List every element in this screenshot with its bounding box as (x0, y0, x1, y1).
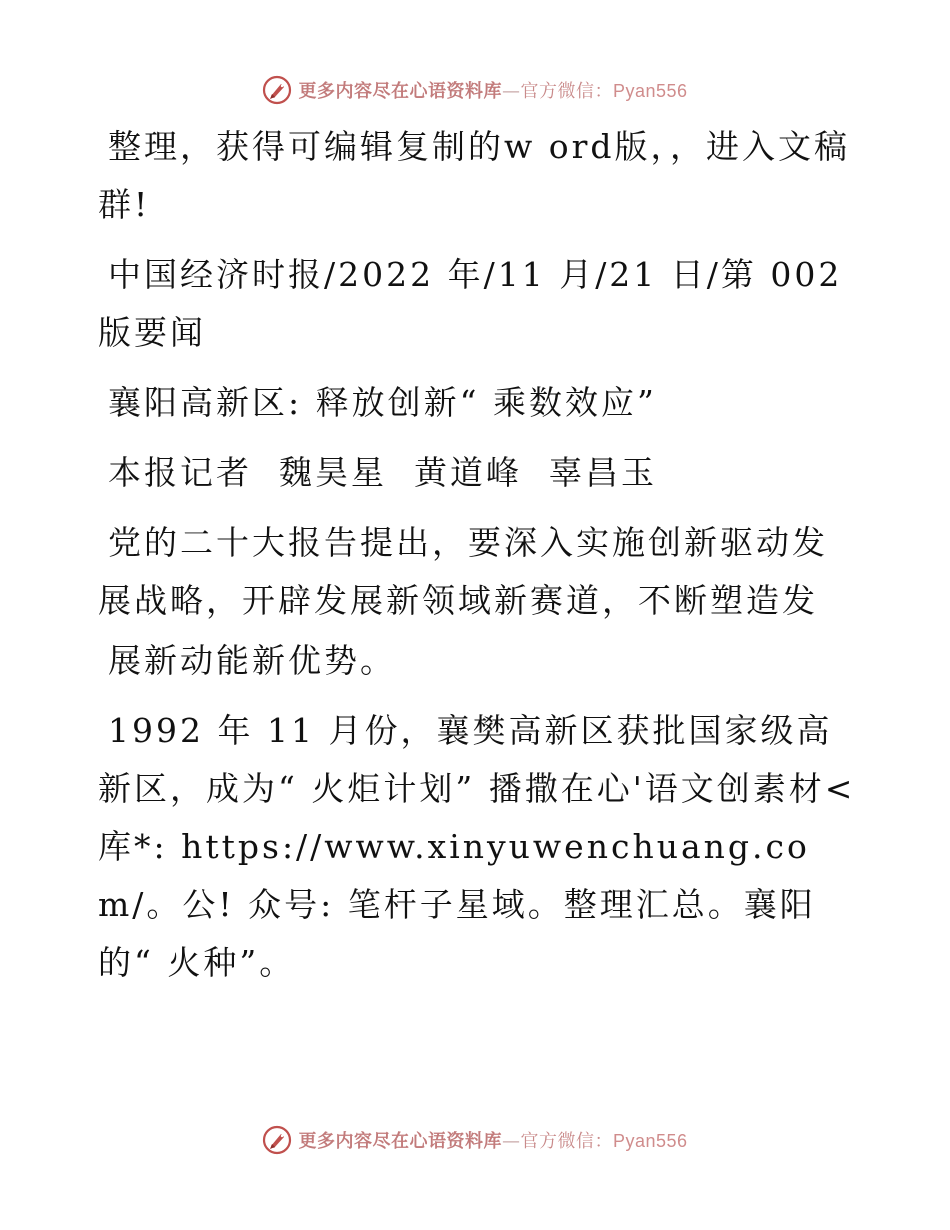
watermark-wechat-label: 官方微信： (520, 81, 613, 102)
paragraph-body-2: 1992 年 11 月份，襄樊高新区获批国家级高新区，成为“ 火炬计划” 播撒在心'语文创素材<库*: https://www.xinyuwenchuang.com/。公! 众号: 笔杆子星域。整理汇总。襄阳的“ 火种”。 (98, 711, 856, 982)
footer-watermark (0, 1122, 950, 1158)
watermark-text (298, 1127, 687, 1153)
watermark-dash: — (501, 1131, 521, 1152)
article-byline: 本报记者 魏昊星 黄道峰 辜昌玉 (108, 453, 657, 492)
watermark-dash: — (501, 81, 521, 102)
article-title: 襄阳高新区: 释放创新“ 乘数效应” (108, 383, 657, 422)
watermark-wechat-label: 官方微信： (520, 1131, 613, 1152)
watermark-main: 更多内容尽在心语资料库 (298, 81, 502, 102)
paragraph-body-1-cont: 展新动能新优势。 (108, 641, 396, 680)
paragraph-intro-note: 整理，获得可编辑复制的w ord版，，进入文稿群! (98, 127, 851, 224)
paragraph-body-1: 党的二十大报告提出，要深入实施创新驱动发展战略，开辟发展新领域新赛道，不断塑造发 (98, 523, 828, 620)
watermark-text (298, 77, 687, 103)
paragraph-source-line: 中国经济时报/2022 年/11 月/21 日/第 002 版要闻 (98, 255, 856, 352)
watermark-wechat-id: Pyan556 (612, 81, 688, 101)
pen-nib-logo-icon (262, 75, 292, 105)
header-watermark (0, 72, 950, 108)
watermark-main: 更多内容尽在心语资料库 (298, 1131, 502, 1152)
watermark-wechat-id: Pyan556 (612, 1131, 688, 1151)
pen-nib-logo-icon (262, 1125, 292, 1155)
document-body (98, 118, 858, 1004)
